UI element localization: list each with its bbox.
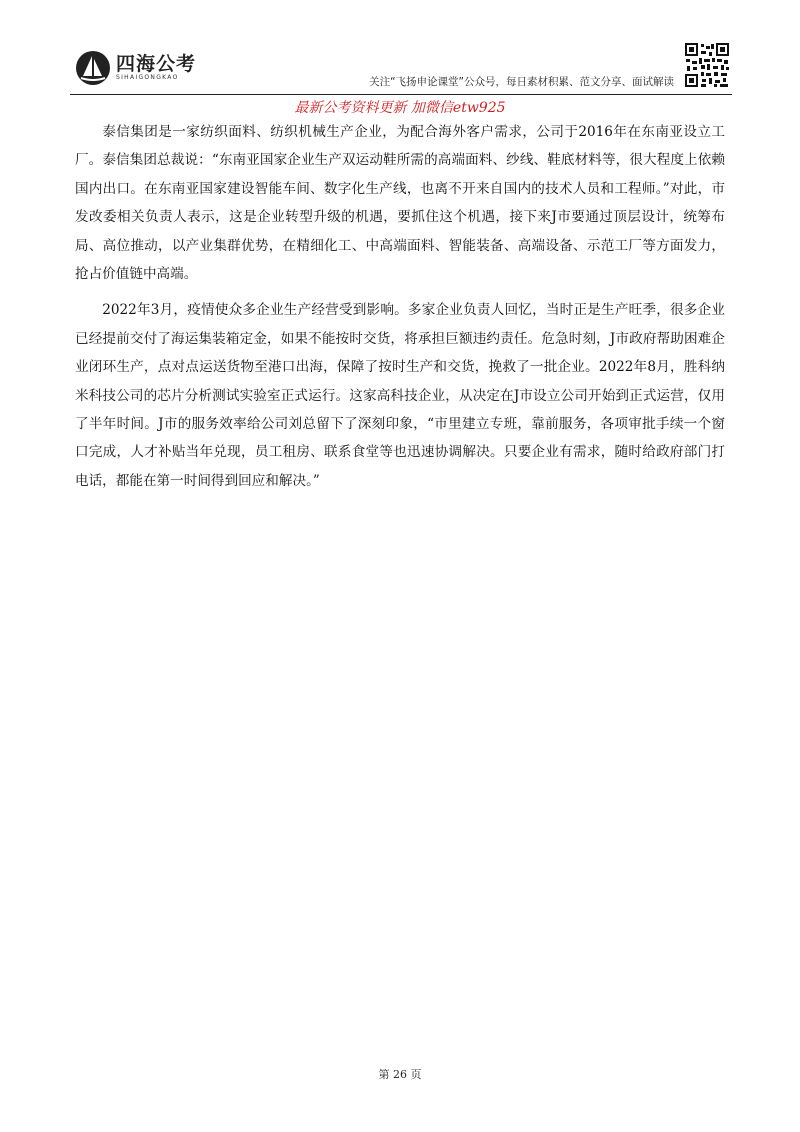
page-header (70, 40, 730, 92)
watermark-notice: 最新公考资料更新 加微信etw925 (294, 100, 506, 116)
header-divider (70, 94, 732, 95)
brand-logo (76, 50, 196, 86)
paragraph-1: 泰信集团是一家纺织面料、纺织机械生产企业，为配合海外客户需求，公司于2016年在东南亚设立工厂。泰信集团总裁说：“东南亚国家企业生产双运动鞋所需的高端面料、纱线、鞋底材料等，很大程度上依赖国内出口。在东南亚国家建设智能车间、数字化生产线，也离不开来自国内的技术人员和工程师。”对此，市发改委相关负责人表示，这是企业转型升级的机遇，要抓住这个机遇，接下来J市要通过顶层设计，统筹布局、高位推动，以产业集群优势，在精细化工、中高端面料、智能装备、高端设备、示范工厂等方面发力，抢占价值链中高端。 (75, 124, 725, 283)
logo-title: 四海公考 (116, 53, 197, 75)
document-body (75, 118, 725, 503)
logo-subtitle: SIHAIGONGKAO (116, 74, 179, 81)
paragraph-2: 2022年3月，疫情使众多企业生产经营受到影响。多家企业负责人回忆，当时正是生产旺季，很多企业已经提前交付了海运集装箱定金，如果不能按时交货，将承担巨额违约责任。危急时刻，J市政府帮助困难企业闭环生产，点对点运送货物至港口出海，保障了按时生产和交货，挽救了一批企业。2022年8月，胜科纳米科技公司的芯片分析测试实验室正式运行。这家高科技企业，从决定在J市设立公司开始到正式运营，仅用了半年时间。J市的服务效率给公司刘总留下了深刻印象，“市里建立专班，靠前服务，各项审批手续一个窗口完成，人才补贴当年兑现，员工租房、联系食堂等也迅速协调解决。只要企业有需求，随时给政府部门打电话，都能在第一时间得到回应和解决。” (75, 302, 725, 489)
page-number: 第 26 页 (378, 1068, 422, 1081)
header-note: 关注“飞扬申论课堂”公众号，每日素材积累、范文分享、面试解读 (369, 76, 674, 88)
qr-code-icon (684, 42, 730, 88)
sailboat-logo-icon (76, 51, 110, 85)
